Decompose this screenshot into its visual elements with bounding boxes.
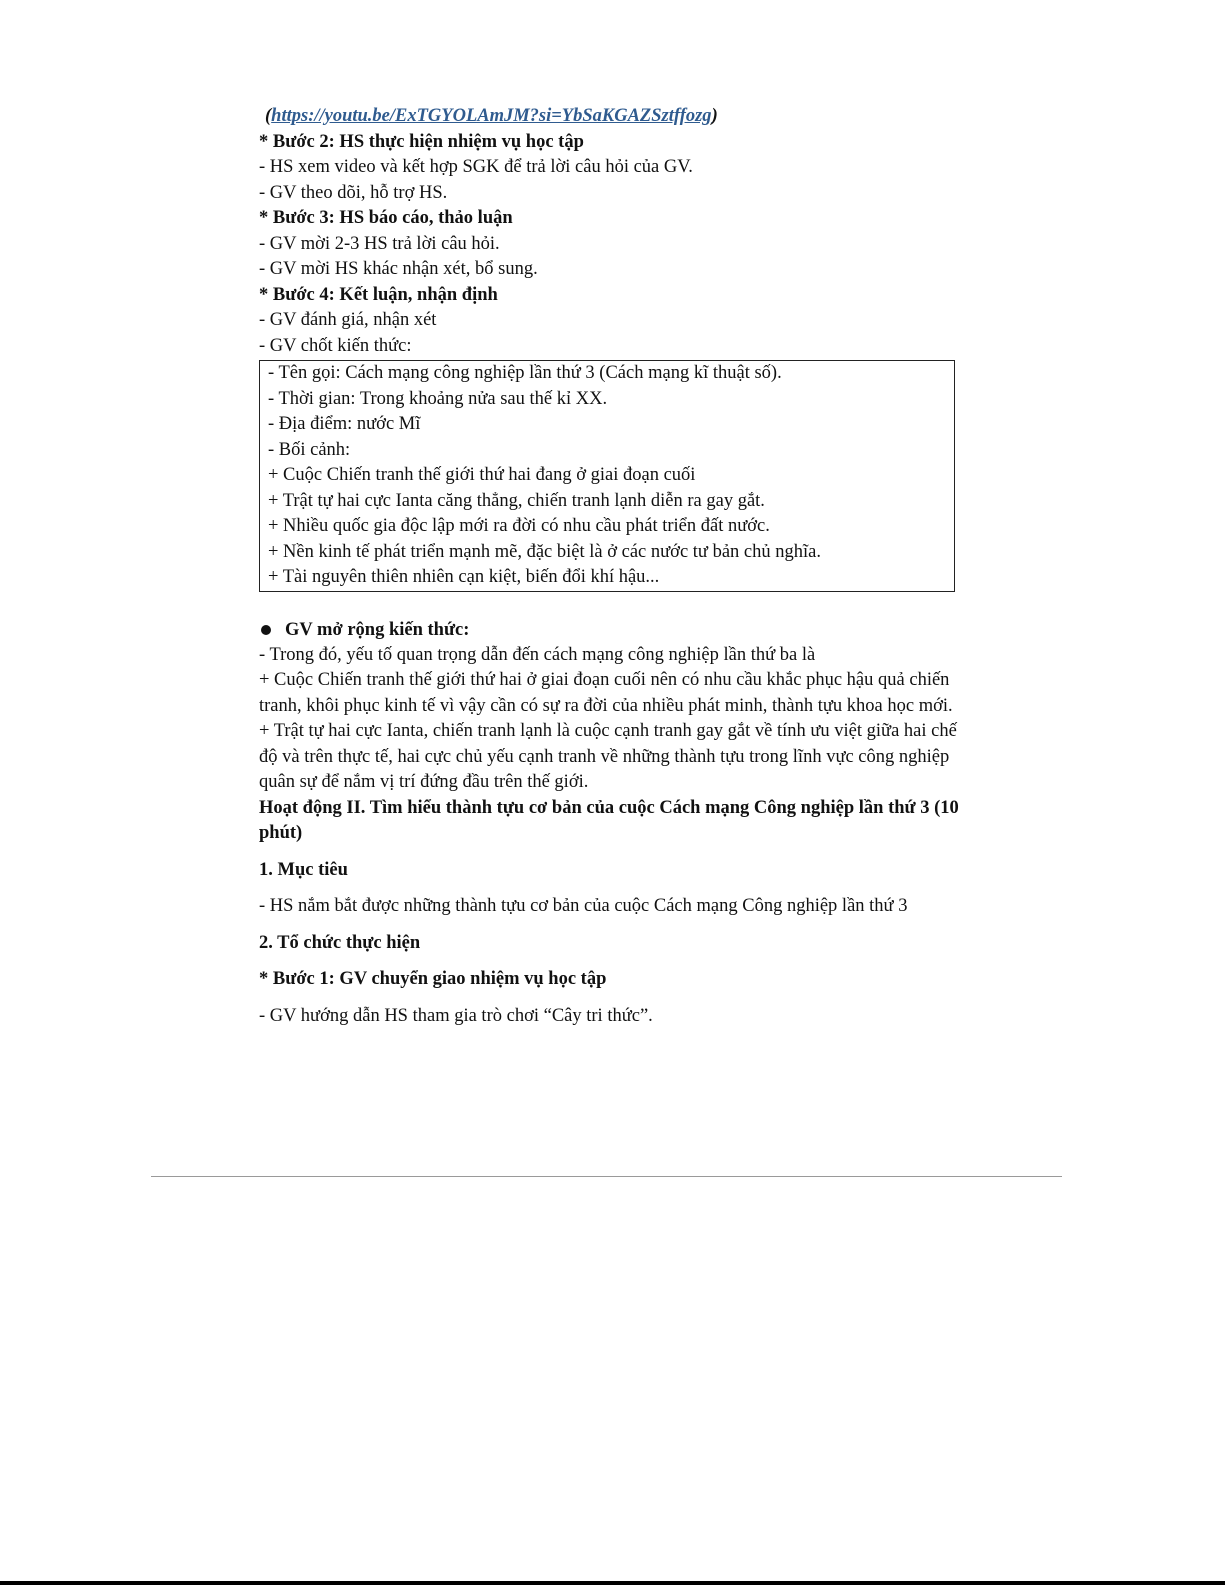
org-title: 2. Tổ chức thực hiện <box>259 932 421 953</box>
extend-paragraph: + Trật tự hai cực Ianta, chiến tranh lạnh là cuộc cạnh tranh gay gắt về tính ưu việt giữa hai chế độ và trên thực tế, hai cực chủ yếu cạnh tranh về những thành tựu trong lĩnh vực công nghiệp quân sự để nắm vị trí đứng đầu trên thế giới. <box>259 721 957 792</box>
box-line: + Nền kinh tế phát triển mạnh mẽ, đặc biệt là ở các nước tư bản chủ nghĩa. <box>268 541 821 562</box>
extend-title: GV mở rộng kiến thức: <box>285 619 470 640</box>
page-content <box>259 104 959 1029</box>
box-line: - Tên gọi: Cách mạng công nghiệp lần thứ 3 (Cách mạng kĩ thuật số). <box>268 363 782 383</box>
step4-line: - GV đánh giá, nhận xét <box>259 310 437 330</box>
step3-line: - GV mời 2-3 HS trả lời câu hỏi. <box>259 233 500 254</box>
box-line: + Tài nguyên thiên nhiên cạn kiệt, biến đổi khí hậu... <box>268 567 660 587</box>
box-line: - Địa điểm: nước Mĩ <box>268 414 421 434</box>
video-link[interactable]: https://youtu.be/ExTGYOLAmJM?si=YbSaKGAZSztffozg <box>271 106 712 126</box>
extend-paragraph: - Trong đó, yếu tố quan trọng dẫn đến cách mạng công nghiệp lần thứ ba là <box>259 644 816 665</box>
step2-title: * Bước 2: HS thực hiện nhiệm vụ học tập <box>259 131 584 152</box>
knowledge-summary-box <box>259 360 955 592</box>
extend-paragraph: + Cuộc Chiến tranh thế giới thứ hai ở giai đoạn cuối nên có nhu cầu khắc phục hậu quả chiến tranh, khôi phục kinh tế vì vậy cần có sự ra đời của nhiều phát minh, thành tựu khoa học mới. <box>259 670 953 716</box>
step1-line: - GV hướng dẫn HS tham gia trò chơi “Cây tri thức”. <box>259 1005 653 1026</box>
bullet-icon <box>261 625 271 635</box>
step3-title: * Bước 3: HS báo cáo, thảo luận <box>259 208 513 228</box>
step2-line: - HS xem video và kết hợp SGK để trả lời câu hỏi của GV. <box>259 157 693 177</box>
goal-line: - HS nắm bắt được những thành tựu cơ bản của cuộc Cách mạng Công nghiệp lần thứ 3 <box>259 896 908 916</box>
page-divider <box>151 1176 1062 1177</box>
goal-title: 1. Mục tiêu <box>259 859 348 880</box>
bottom-edge-bar <box>0 1581 1225 1585</box>
box-line: - Bối cảnh: <box>268 439 351 460</box>
link-open-paren: ( <box>265 106 272 126</box>
step1-title: * Bước 1: GV chuyển giao nhiệm vụ học tập <box>259 969 607 989</box>
box-line: + Nhiều quốc gia độc lập mới ra đời có nhu cầu phát triển đất nước. <box>268 516 770 536</box>
step4-title: * Bước 4: Kết luận, nhận định <box>259 284 498 305</box>
box-line: + Trật tự hai cực Ianta căng thẳng, chiến tranh lạnh diễn ra gay gắt. <box>268 490 765 511</box>
step4-line: - GV chốt kiến thức: <box>259 335 412 356</box>
link-close-paren: ) <box>711 106 718 126</box>
step2-line: - GV theo dõi, hỗ trợ HS. <box>259 182 448 203</box>
video-link-line <box>259 104 959 130</box>
activity2-title: Hoạt động II. Tìm hiểu thành tựu cơ bản của cuộc Cách mạng Công nghiệp lần thứ 3 (10 phút) <box>259 797 959 843</box>
extend-heading <box>259 617 959 643</box>
box-line: - Thời gian: Trong khoảng nửa sau thế kỉ XX. <box>268 388 608 409</box>
step3-line: - GV mời HS khác nhận xét, bổ sung. <box>259 259 538 279</box>
box-line: + Cuộc Chiến tranh thế giới thứ hai đang ở giai đoạn cuối <box>268 465 696 485</box>
